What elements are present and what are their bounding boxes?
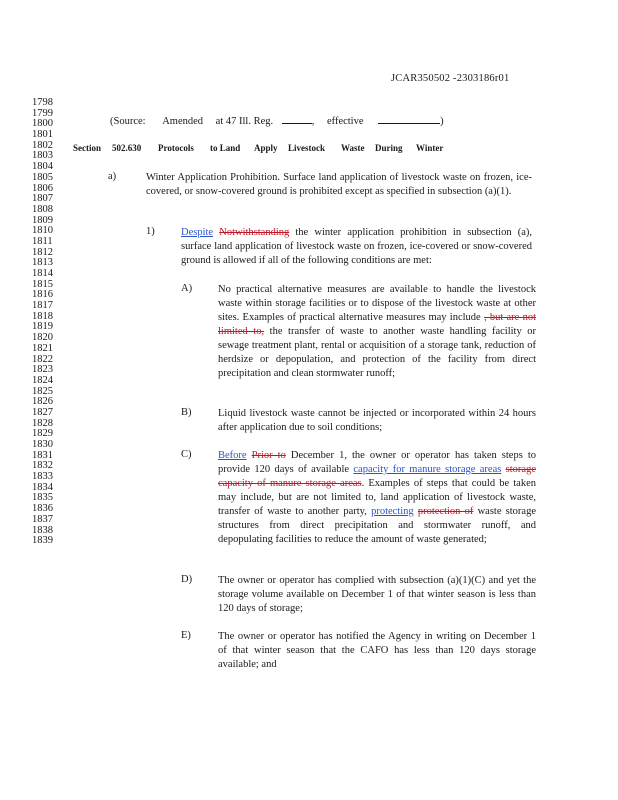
line-number: 1837 xyxy=(32,513,53,525)
source-open: (Source: xyxy=(110,116,146,127)
source-amended: Amended xyxy=(162,116,204,127)
source-close: ) xyxy=(440,116,444,127)
line-number: 1833 xyxy=(32,471,53,483)
section-title-word: Winter xyxy=(416,143,444,153)
deleted-text: Notwithstanding xyxy=(219,227,290,238)
inserted-text: capacity for manure storage areas xyxy=(353,464,502,475)
item-a-text xyxy=(218,283,536,381)
inserted-text: protecting xyxy=(371,506,414,517)
line-number: 1798 xyxy=(32,97,53,108)
register-blank xyxy=(282,123,312,124)
line-number: 1835 xyxy=(32,492,53,504)
line-number: 1815 xyxy=(32,278,53,290)
item-c-label: C) xyxy=(181,449,192,460)
document-header: JCAR350502 -2303186r01 xyxy=(391,73,510,84)
line-number: 1827 xyxy=(32,406,53,418)
item-e-label: E) xyxy=(181,630,191,641)
deleted-text: storage capacity of manure storage areas xyxy=(218,464,536,489)
line-number: 1810 xyxy=(32,225,53,237)
line-number: 1812 xyxy=(32,246,53,258)
line-number: 1828 xyxy=(32,417,53,429)
item-b-label: B) xyxy=(181,407,192,418)
para-1-label: 1) xyxy=(146,226,155,237)
effective-blank xyxy=(378,123,440,124)
item-a-body-1: No practical alternative measures are available to handle the livestock waste within storage facilities or to dispose of the livestock waste at other sites. Examples of practical alternative measures may include xyxy=(218,284,536,323)
line-number: 1800 xyxy=(32,118,53,130)
item-c-text xyxy=(218,449,536,547)
item-a-body-2: the transfer of waste to another waste handling facility or sewage treatment plant, rental or acquisition of a storage tank, reduction of herdsize or depopulation, and protection of the facility from direct precipitation and clean stormwater runoff; xyxy=(218,326,536,379)
source-comma: , xyxy=(311,116,315,127)
line-number: 1813 xyxy=(32,257,53,269)
line-number: 1839 xyxy=(32,535,53,547)
line-number: 1829 xyxy=(32,428,53,440)
line-number: 1832 xyxy=(32,460,53,472)
line-number: 1823 xyxy=(32,364,53,376)
line-number: 1838 xyxy=(32,524,53,536)
deleted-text: Prior to xyxy=(251,450,286,461)
line-number: 1830 xyxy=(32,439,53,450)
section-title-word: Waste xyxy=(341,143,365,153)
line-number: 1826 xyxy=(32,396,53,408)
inserted-text: Before xyxy=(218,450,247,461)
deleted-text: , but are not limited to, xyxy=(218,312,536,337)
item-c-body-1: December 1, the owner or operator has taken steps to provide 120 days of available xyxy=(218,450,536,475)
line-number: 1806 xyxy=(32,182,53,194)
source-register: at 47 Ill. Reg. xyxy=(215,116,274,127)
section-title-word: Apply xyxy=(254,143,278,153)
item-a-label: A) xyxy=(181,283,193,294)
line-number: 1825 xyxy=(32,385,53,397)
deleted-text: protection of xyxy=(417,506,474,517)
line-number: 1804 xyxy=(32,161,53,173)
section-title-word: Livestock xyxy=(288,143,325,153)
line-number: 1805 xyxy=(32,171,53,183)
source-effective: effective xyxy=(326,116,364,127)
line-number: 1834 xyxy=(32,481,53,493)
line-number: 1821 xyxy=(32,342,53,354)
line-number: 1809 xyxy=(32,214,53,226)
line-number: 1836 xyxy=(32,503,53,515)
line-numbers xyxy=(32,98,62,547)
section-title-word: Protocols xyxy=(158,143,194,153)
line-number: 1822 xyxy=(32,353,53,365)
inserted-text: Despite xyxy=(181,227,214,238)
line-number: 1803 xyxy=(32,150,53,162)
line-number: 1831 xyxy=(32,449,53,461)
section-title-word: to Land xyxy=(210,143,241,153)
line-number: 1811 xyxy=(32,235,53,247)
line-number: 1799 xyxy=(32,107,53,119)
item-c-body-2: . Examples of steps that could be taken may include, but are not limited to, land application of livestock waste, transfer of waste to another party, xyxy=(218,478,537,517)
section-number: 502.630 xyxy=(112,143,142,153)
para-1-body: the winter application prohibition in subsection (a), surface land application of livestock waste on frozen, ice-covered or snow-covered ground is allowed if all of the following conditions are met: xyxy=(181,227,533,266)
item-e-text: The owner or operator has notified the Agency in writing on December 1 of that winter season that the CAFO has less than 120 days storage available; and xyxy=(218,631,536,670)
para-1-text xyxy=(181,226,532,268)
line-number: 1819 xyxy=(32,321,53,333)
item-c-body-3: waste storage structures from direct precipitation and stormwater runoff, and depopulating facilities to reduce the amount of waste generated; xyxy=(218,506,536,545)
line-number: 1814 xyxy=(32,268,53,279)
source-note xyxy=(110,116,444,127)
line-number: 1807 xyxy=(32,193,53,205)
line-number: 1801 xyxy=(32,129,53,141)
line-number: 1820 xyxy=(32,332,53,344)
item-d-text: The owner or operator has complied with subsection (a)(1)(C) and yet the storage volume available on December 1 of that winter season is less than 120 days of storage; xyxy=(218,575,536,614)
line-number: 1816 xyxy=(32,289,53,301)
line-number: 1818 xyxy=(32,310,53,322)
item-d-label: D) xyxy=(181,574,193,585)
para-a-text: Winter Application Prohibition. Surface land application of livestock waste on frozen, ice-covered, or snow-covered ground is prohibited except as specified in subsection (a)(1). xyxy=(146,172,532,197)
section-word: Section xyxy=(73,143,101,153)
line-number: 1808 xyxy=(32,203,53,215)
item-b-text: Liquid livestock waste cannot be injected or incorporated within 24 hours after application due to soil conditions; xyxy=(218,408,536,433)
line-number: 1817 xyxy=(32,300,53,312)
line-number: 1802 xyxy=(32,139,53,151)
line-number: 1824 xyxy=(32,374,53,386)
section-title-word: During xyxy=(375,143,403,153)
para-a-label: a) xyxy=(108,171,117,182)
